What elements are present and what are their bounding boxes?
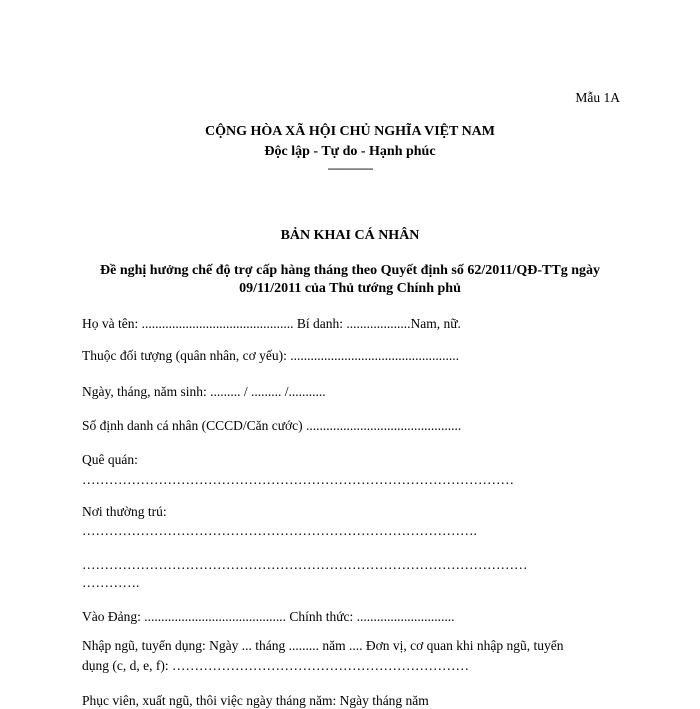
national-motto: Độc lập - Tự do - Hạnh phúc xyxy=(264,144,436,159)
hometown-label: Quê quán: xyxy=(82,452,138,467)
header-rule: --------------- xyxy=(327,161,373,175)
enlist-field-line1: Nhập ngũ, tuyển dụng: Ngày ... tháng ......... năm .... Đơn vị, cơ quan khi nhập ngũ, tuyển xyxy=(82,638,564,653)
national-title: CỘNG HÒA XÃ HỘI CHỦ NGHĨA VIỆT NAM xyxy=(204,124,495,139)
dob-field-line: Ngày, tháng, năm sinh: ......... / ......... /........... xyxy=(82,384,326,399)
document-subtitle-line1: Đề nghị hưởng chế độ trợ cấp hàng tháng theo Quyết định số 62/2011/QĐ-TTg ngày xyxy=(100,263,600,278)
party-field-line: Vào Đảng: .......................................... Chính thức: ............................. xyxy=(82,609,455,624)
residence-dots-2: ……………………………………………………………………………………… xyxy=(82,557,528,572)
document-title: BẢN KHAI CÁ NHÂN xyxy=(280,228,420,243)
hometown-dots: …………………………………………………………………………………… xyxy=(82,472,514,487)
document-subtitle-line2: 09/11/2011 của Thủ tướng Chính phủ xyxy=(239,281,461,296)
residence-label: Nơi thường trú: xyxy=(82,504,167,519)
form-code: Mẫu 1A xyxy=(575,90,620,105)
id-field-line: Số định danh cá nhân (CCCD/Căn cước) .............................................. xyxy=(82,418,462,433)
residence-dots-1: ……………………………………………………………………………. xyxy=(82,523,477,538)
residence-dots-3: …………. xyxy=(82,575,140,590)
name-field-line: Họ và tên: ............................................. Bí danh: ...................Nam, nữ. xyxy=(82,316,461,331)
discharge-field-line-partial: Phục viên, xuất ngũ, thôi việc ngày tháng năm: Ngày tháng năm xyxy=(82,693,429,708)
subject-field-line: Thuộc đối tượng (quân nhân, cơ yếu): .................................................. xyxy=(82,348,460,363)
enlist-field-line2: dụng (c, d, e, f): ………………………………………………………… xyxy=(82,658,469,673)
